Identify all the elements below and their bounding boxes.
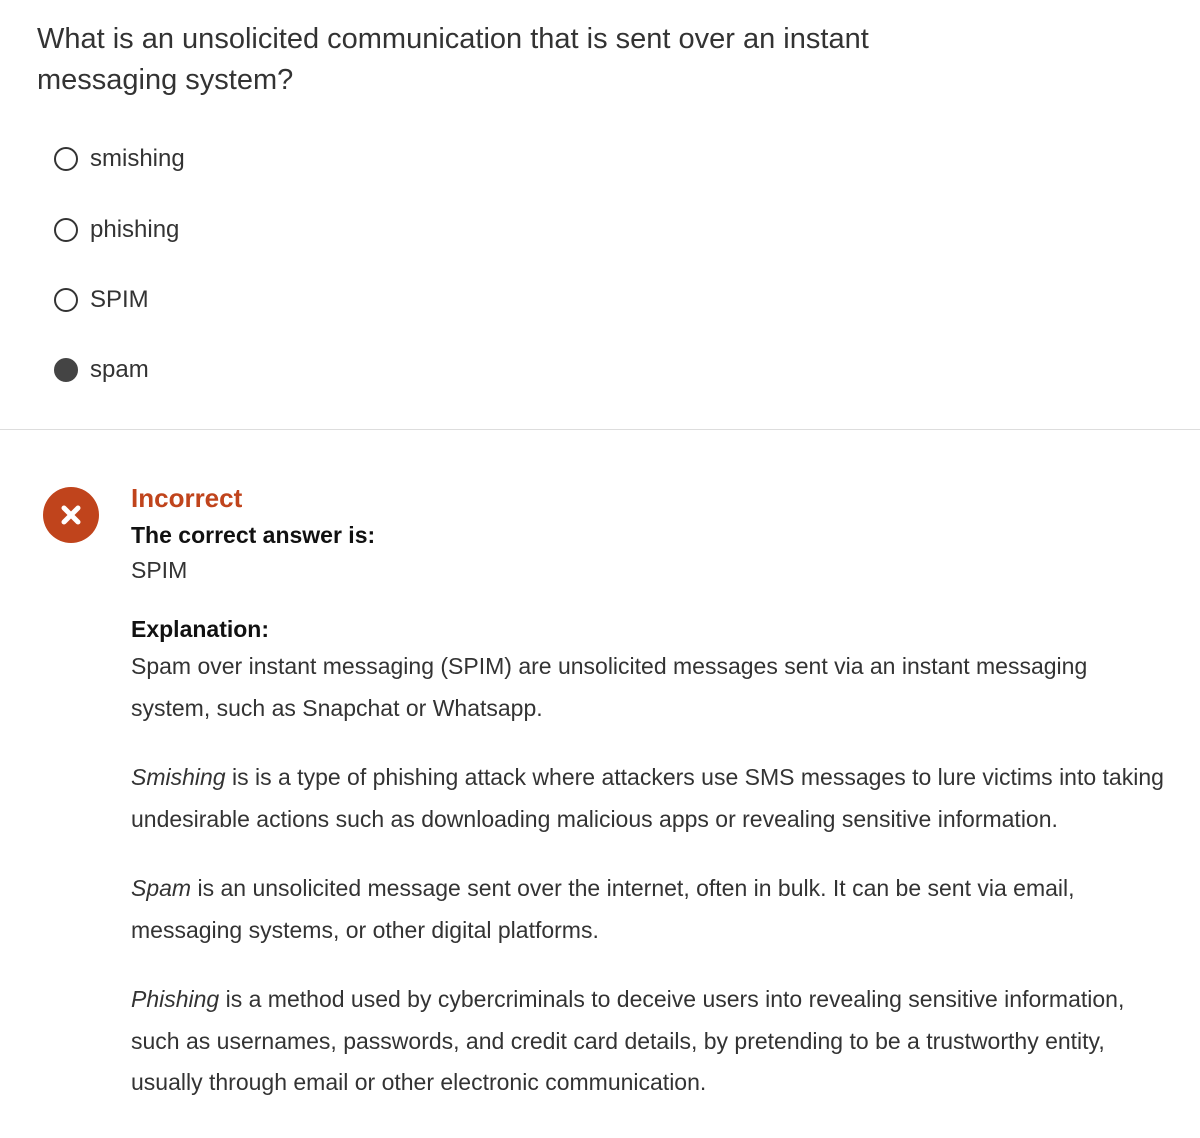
correct-answer-value: SPIM: [131, 557, 188, 583]
option-spam[interactable]: [54, 357, 149, 383]
explanation-paragraph: [131, 868, 1171, 951]
result-status: Incorrect: [131, 483, 243, 513]
close-icon: [43, 487, 99, 543]
radio-button[interactable]: [54, 218, 78, 242]
radio-button[interactable]: [54, 147, 78, 171]
radio-button[interactable]: [54, 288, 78, 312]
option-smishing[interactable]: [54, 146, 185, 172]
explanation-paragraph: [131, 979, 1171, 1104]
option-spim[interactable]: [54, 287, 149, 313]
option-label: SPIM: [90, 286, 149, 313]
radio-button[interactable]: [54, 358, 78, 382]
option-label: phishing: [90, 216, 180, 243]
incorrect-badge: [43, 487, 99, 543]
paragraph-text: is a method used by cybercriminals to deceive users into revealing sensitive information, such as usernames, passwords, and credit card details, by pretending to be a trustworthy entity, usually through email or other electronic communication.: [131, 986, 1125, 1095]
question-text: What is an unsolicited communication that is sent over an instant messaging system?: [37, 23, 869, 96]
option-phishing[interactable]: [54, 217, 179, 243]
term-spam: Spam: [131, 875, 192, 901]
term-smishing: Smishing: [131, 764, 226, 790]
term-phishing: Phishing: [131, 986, 220, 1012]
explanation-heading: Explanation:: [131, 616, 270, 642]
paragraph-text: is an unsolicited message sent over the internet, often in bulk. It can be sent via email, messaging systems, or other digital platforms.: [131, 875, 1075, 943]
paragraph-text: is is a type of phishing attack where attackers use SMS messages to lure victims into taking undesirable actions such as downloading malicious apps or revealing sensitive information.: [131, 764, 1164, 832]
paragraph-text: Spam over instant messaging (SPIM) are unsolicited messages sent via an instant messaging system, such as Snapchat or Whatsapp.: [131, 653, 1088, 721]
correct-answer-heading: The correct answer is:: [131, 522, 376, 548]
explanation-paragraph: [131, 757, 1171, 840]
explanation-paragraph: [131, 646, 1171, 729]
feedback-panel: [131, 481, 1171, 1104]
option-label: spam: [90, 356, 149, 383]
option-label: smishing: [90, 145, 185, 172]
question-section: [0, 0, 1200, 430]
